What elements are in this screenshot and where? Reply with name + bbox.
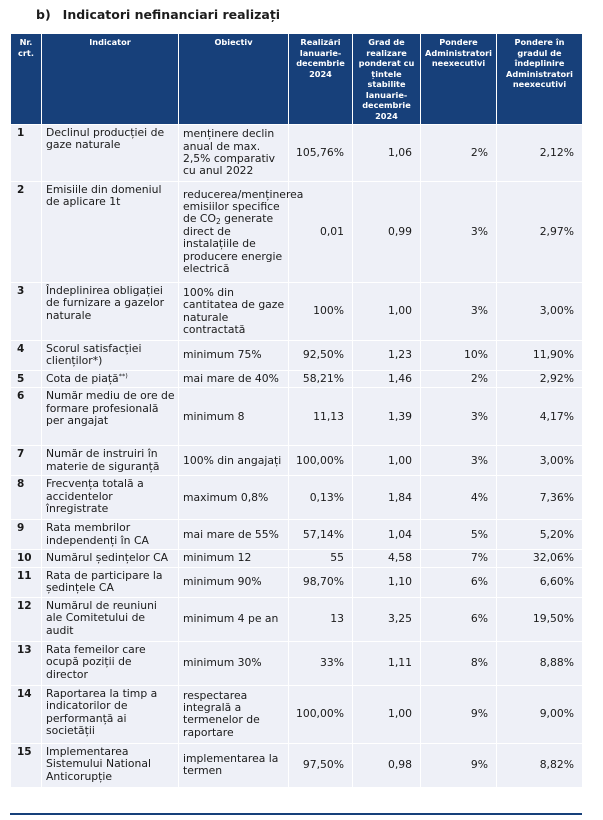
indicator-cell: Rata femeilor care ocupă poziții de director — [42, 641, 179, 685]
objective-cell: mai mare de 40% — [179, 371, 289, 388]
pondere-grad-cell: 19,50% — [497, 597, 583, 641]
pondere-cell: 3% — [421, 283, 497, 341]
objective-cell: menținere declin anual de max. 2,5% comparativ cu anul 2022 — [179, 125, 289, 182]
pondere-cell: 6% — [421, 567, 497, 597]
row-number: 13 — [11, 641, 42, 685]
indicator-cell: Scorul satisfacției clienților*) — [42, 341, 179, 371]
indicator-cell: Raportarea la timp a indicatorilor de performanță ai societății — [42, 685, 179, 743]
table-row — [11, 182, 583, 283]
table-row — [11, 388, 583, 446]
footnote-mark: **) — [118, 372, 128, 380]
grad-cell: 4,58 — [353, 550, 421, 567]
row-number: 4 — [11, 341, 42, 371]
realizare-cell: 33% — [289, 641, 353, 685]
pondere-cell: 4% — [421, 476, 497, 520]
objective-cell: mai mare de 55% — [179, 520, 289, 550]
pondere-cell: 7% — [421, 550, 497, 567]
row-number: 6 — [11, 388, 42, 446]
indicator-cell: Implementarea Sistemului National Anticorupție — [42, 743, 179, 787]
indicator-cell: Emisiile din domeniul de aplicare 1t — [42, 182, 179, 283]
indicator-cell: Numărul ședințelor CA — [42, 550, 179, 567]
indicator-cell: Rata membrilor independenți în CA — [42, 520, 179, 550]
pondere-grad-cell: 2,12% — [497, 125, 583, 182]
realizare-cell: 58,21% — [289, 371, 353, 388]
pondere-cell: 9% — [421, 685, 497, 743]
table-row — [11, 125, 583, 182]
realizare-cell: 100,00% — [289, 446, 353, 476]
table-row — [11, 341, 583, 371]
objective-cell: maximum 0,8% — [179, 476, 289, 520]
indicator-cell: Rata de participare la ședințele CA — [42, 567, 179, 597]
realizare-cell: 98,70% — [289, 567, 353, 597]
table-row — [11, 685, 583, 743]
realizare-cell: 105,76% — [289, 125, 353, 182]
pondere-cell: 10% — [421, 341, 497, 371]
table-row — [11, 371, 583, 388]
column-header-pondere-grad: Pondere în gradul de îndeplinire Administratori neexecutivi — [497, 34, 583, 125]
objective-cell: implementarea la termen — [179, 743, 289, 787]
table-row — [11, 567, 583, 597]
realizare-cell: 13 — [289, 597, 353, 641]
section-prefix: b) — [36, 7, 51, 22]
realizare-cell: 97,50% — [289, 743, 353, 787]
row-number: 3 — [11, 283, 42, 341]
grad-cell: 1,04 — [353, 520, 421, 550]
table-row — [11, 597, 583, 641]
grad-cell: 0,99 — [353, 182, 421, 283]
table-row — [11, 446, 583, 476]
row-number: 15 — [11, 743, 42, 787]
objective-text-continued: generate direct de instalațiile de producere energie electrică — [183, 212, 283, 276]
pondere-grad-cell: 8,82% — [497, 743, 583, 787]
grad-cell: 1,00 — [353, 446, 421, 476]
pondere-cell: 5% — [421, 520, 497, 550]
objective-cell: minimum 90% — [179, 567, 289, 597]
pondere-grad-cell: 11,90% — [497, 341, 583, 371]
pondere-grad-cell: 8,88% — [497, 641, 583, 685]
realizare-cell: 100% — [289, 283, 353, 341]
objective-cell — [179, 182, 304, 283]
objective-cell: minimum 75% — [179, 341, 289, 371]
pondere-grad-cell: 3,00% — [497, 446, 583, 476]
pondere-cell: 6% — [421, 597, 497, 641]
row-number: 5 — [11, 371, 42, 388]
grad-cell: 1,46 — [353, 371, 421, 388]
pondere-grad-cell: 2,97% — [497, 182, 583, 283]
objective-cell: 100% din cantitatea de gaze naturale contractată — [179, 283, 289, 341]
row-number: 11 — [11, 567, 42, 597]
pondere-cell: 9% — [421, 743, 497, 787]
table-row — [11, 520, 583, 550]
pondere-grad-cell: 6,60% — [497, 567, 583, 597]
table-row — [11, 550, 583, 567]
grad-cell: 1,10 — [353, 567, 421, 597]
grad-cell: 0,98 — [353, 743, 421, 787]
pondere-cell: 3% — [421, 388, 497, 446]
grad-cell: 1,39 — [353, 388, 421, 446]
row-number: 1 — [11, 125, 42, 182]
grad-cell: 1,11 — [353, 641, 421, 685]
indicator-cell — [42, 371, 179, 388]
pondere-grad-cell: 3,00% — [497, 283, 583, 341]
column-header-grad: Grad de realizare ponderat cu țintele stabilite Ianuarie-decembrie 2024 — [353, 34, 421, 125]
grad-cell: 1,84 — [353, 476, 421, 520]
column-header-objective: Obiectiv — [179, 34, 289, 125]
table-row — [11, 476, 583, 520]
grad-cell: 1,00 — [353, 283, 421, 341]
row-number: 7 — [11, 446, 42, 476]
realizare-cell: 57,14% — [289, 520, 353, 550]
table-row — [11, 283, 583, 341]
realizare-cell: 92,50% — [289, 341, 353, 371]
objective-cell: minimum 30% — [179, 641, 289, 685]
realizare-cell: 0,01 — [289, 182, 353, 283]
table-row — [11, 743, 583, 787]
pondere-cell: 2% — [421, 371, 497, 388]
indicators-table — [10, 33, 583, 788]
pondere-grad-cell: 9,00% — [497, 685, 583, 743]
realizare-cell: 55 — [289, 550, 353, 567]
objective-cell: respectarea integrală a termenelor de raportare — [179, 685, 289, 743]
section-heading — [36, 7, 280, 22]
objective-cell: 100% din angajați — [179, 446, 289, 476]
grad-cell: 1,00 — [353, 685, 421, 743]
grad-cell: 1,23 — [353, 341, 421, 371]
indicator-cell: Declinul producției de gaze naturale — [42, 125, 179, 182]
pondere-cell: 3% — [421, 182, 497, 283]
objective-text: reducerea/menținerea emisiilor specifice de CO — [183, 187, 304, 226]
pondere-grad-cell: 2,92% — [497, 371, 583, 388]
indicator-cell: Număr de instruiri în materie de siguranță — [42, 446, 179, 476]
realizare-cell: 11,13 — [289, 388, 353, 446]
pondere-grad-cell: 4,17% — [497, 388, 583, 446]
row-number: 2 — [11, 182, 42, 283]
row-number: 14 — [11, 685, 42, 743]
indicator-text: Cota de piață — [46, 372, 119, 385]
pondere-grad-cell: 7,36% — [497, 476, 583, 520]
indicator-cell: Frecvența totală a accidentelor înregistrate — [42, 476, 179, 520]
column-header-realizari: Realizări Ianuarie-decembrie 2024 — [289, 34, 353, 125]
column-header-nr: Nr. crt. — [11, 34, 42, 125]
grad-cell: 1,06 — [353, 125, 421, 182]
pondere-cell: 2% — [421, 125, 497, 182]
row-number: 9 — [11, 520, 42, 550]
realizare-cell: 0,13% — [289, 476, 353, 520]
table-row — [11, 641, 583, 685]
objective-cell: minimum 12 — [179, 550, 289, 567]
row-number: 12 — [11, 597, 42, 641]
objective-cell: minimum 8 — [179, 388, 289, 446]
indicator-cell: Număr mediu de ore de formare profesională per angajat — [42, 388, 179, 446]
pondere-grad-cell: 32,06% — [497, 550, 583, 567]
objective-cell: minimum 4 pe an — [179, 597, 289, 641]
pondere-cell: 8% — [421, 641, 497, 685]
section-title: Indicatori nefinanciari realizați — [62, 7, 281, 22]
row-number: 10 — [11, 550, 42, 567]
subscript-text: 2 — [215, 217, 221, 227]
bottom-divider — [10, 813, 582, 815]
grad-cell: 3,25 — [353, 597, 421, 641]
pondere-grad-cell: 5,20% — [497, 520, 583, 550]
indicator-cell: Numărul de reuniuni ale Comitetului de audit — [42, 597, 179, 641]
table-header-row — [11, 34, 583, 125]
realizare-cell: 100,00% — [289, 685, 353, 743]
row-number: 8 — [11, 476, 42, 520]
pondere-cell: 3% — [421, 446, 497, 476]
column-header-indicator: Indicator — [42, 34, 179, 125]
column-header-pondere: Pondere Administratori neexecutivi — [421, 34, 497, 125]
indicator-cell: Îndeplinirea obligației de furnizare a gazelor naturale — [42, 283, 179, 341]
